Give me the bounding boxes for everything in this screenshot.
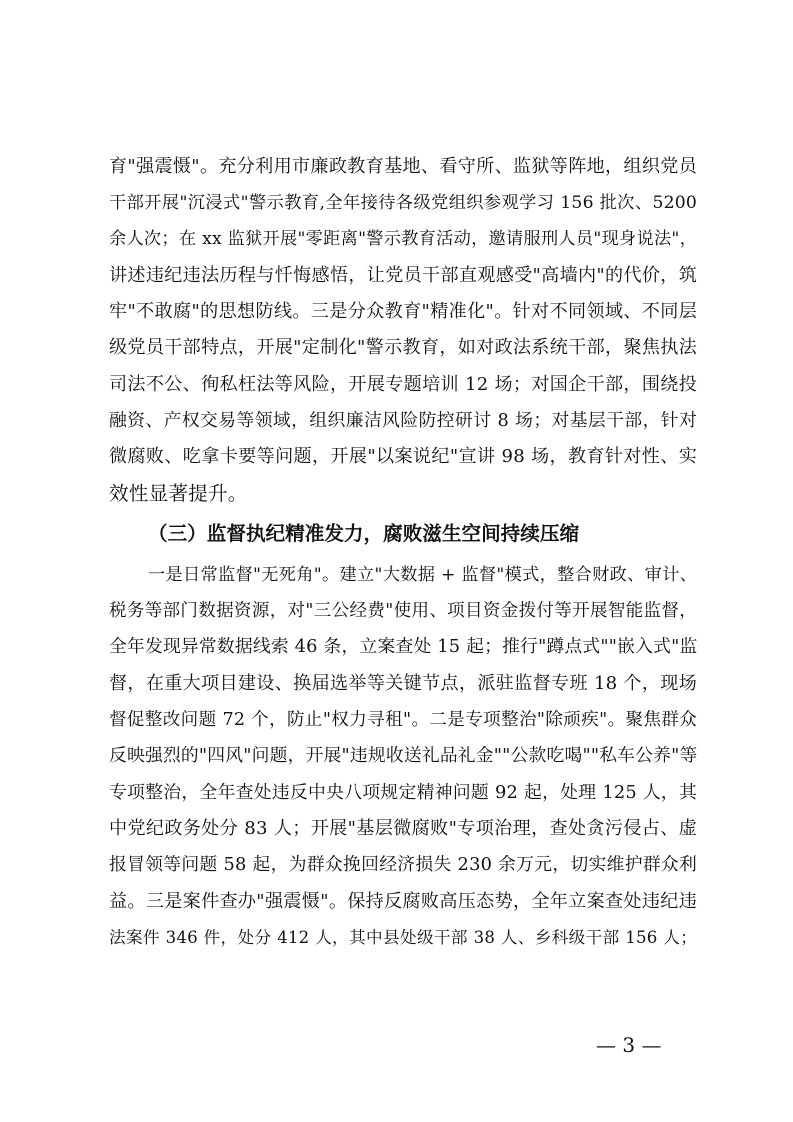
text-line: 育"强震慑"。充分利用市廉政教育基地、看守所、监狱等阵地，组织党员 xyxy=(109,156,697,177)
text-line: 一是日常监督"无死角"。建立"大数据 + 监督"模式，整合财政、审计、 xyxy=(148,565,697,585)
text-line: 督，在重大项目建设、换届选举等关键节点，派驻监督专班 18 个，现场 xyxy=(109,673,697,694)
text-line: 报冒领等问题 58 起，为群众挽回经济损失 230 余万元，切实维护群众利 xyxy=(109,854,697,875)
text-line: 专项整治，全年查处违反中央八项规定精神问题 92 起，处理 125 人，其 xyxy=(109,782,697,803)
text-line: 益。三是案件查办"强震慑"。保持反腐败高压态势，全年立案查处违纪违 xyxy=(109,891,697,912)
text-line: 税务等部门数据资源，对"三公经费"使用、项目资金拨付等开展智能监督， xyxy=(109,601,697,621)
section-heading: （三）监督执纪精准发力，腐败滋生空间持续压缩 xyxy=(148,522,580,545)
text-line: 督促整改问题 72 个，防止"权力寻租"。二是专项整治"除顽疾"。聚焦群众 xyxy=(109,710,697,730)
text-line: 余人次；在 xx 监狱开展"零距离"警示教育活动，邀请服刑人员"现身说法"， xyxy=(109,229,697,249)
text-line: 全年发现异常数据线索 46 条，立案查处 15 起；推行"蹲点式""嵌入式"监 xyxy=(109,636,698,657)
page-number: — 3 — xyxy=(596,1033,662,1057)
text-line: 司法不公、徇私枉法等风险，开展专题培训 12 场；对国企干部，围绕投 xyxy=(109,374,697,395)
text-line: 融资、产权交易等领域，组织廉洁风险防控研讨 8 场；对基层干部，针对 xyxy=(109,410,697,431)
text-line: 法案件 346 件，处分 412 人，其中县处级干部 38 人、乡科级干部 156 人； xyxy=(109,928,697,947)
text-line: 中党纪政务处分 83 人；开展"基层微腐败"专项治理，查处贪污侵占、虚 xyxy=(109,818,697,839)
text-line: 讲述违纪违法历程与忏悔感悟，让党员干部直观感受"高墙内"的代价，筑 xyxy=(109,265,697,286)
text-line: 效性显著提升。 xyxy=(109,482,248,505)
text-line: 反映强烈的"四风"问题，开展"违规收送礼品礼金""公款吃喝""私车公养"等 xyxy=(109,745,698,766)
text-line: 干部开展"沉浸式"警示教育,全年接待各级党组织参观学习 156 批次、5200 xyxy=(109,193,697,213)
text-line: 牢"不敢腐"的思想防线。三是分众教育"精准化"。针对不同领域、不同层 xyxy=(109,301,697,322)
text-line: 级党员干部特点，开展"定制化"警示教育，如对政法系统干部，聚焦执法 xyxy=(109,337,697,358)
text-line: 微腐败、吃拿卡要等问题，开展"以案说纪"宣讲 98 场，教育针对性、实 xyxy=(109,446,697,467)
